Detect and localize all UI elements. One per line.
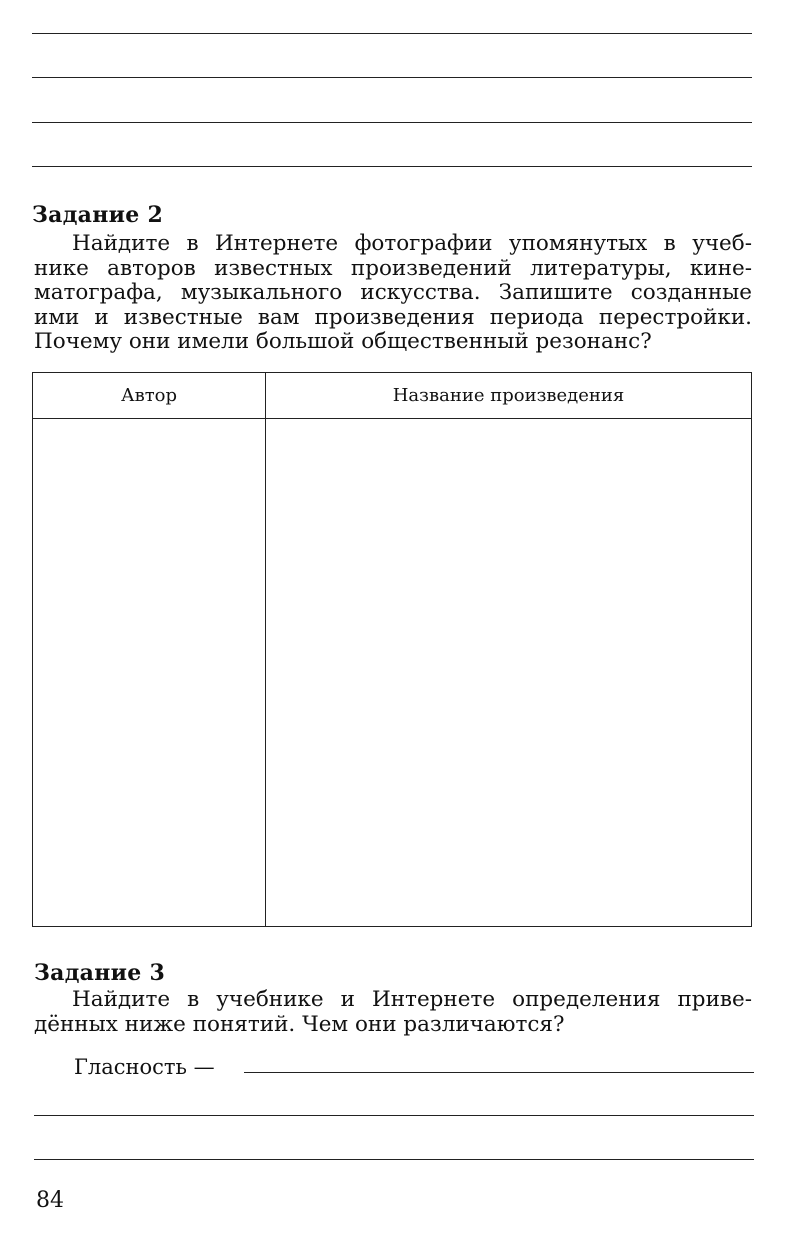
task3-line: Найдите в учебнике и Интернете определения приве- [72, 987, 752, 1012]
answer-line [32, 166, 752, 167]
table-cell-title[interactable] [266, 419, 751, 926]
term-glasnost-label: Гласность — [74, 1055, 215, 1079]
task2-text [34, 232, 752, 355]
answer-line[interactable] [244, 1072, 754, 1073]
column-header-title: Название произведения [392, 385, 625, 406]
answer-table [32, 372, 752, 927]
task2-line: Найдите в Интернете фотографии упомянутых в учеб- [72, 231, 752, 256]
task3-line: дённых ниже понятий. Чем они различаются? [34, 1011, 565, 1037]
task2-heading: Задание 2 [32, 202, 164, 228]
task2-line: матографа, музыкального искусства. Запишите созданные [34, 280, 752, 305]
answer-line[interactable] [34, 1159, 754, 1160]
page-number: 84 [36, 1188, 64, 1213]
task3-text [34, 988, 752, 1037]
answer-line [32, 77, 752, 78]
task2-line: Почему они имели большой общественный резонанс? [34, 329, 652, 354]
table-cell-author[interactable] [33, 419, 265, 926]
task3-heading: Задание 3 [34, 960, 166, 986]
answer-line[interactable] [34, 1115, 754, 1116]
column-header-author: Автор [120, 385, 178, 406]
task2-line: ими и известные вам произведения периода перестройки. [34, 304, 752, 330]
answer-line [32, 122, 752, 123]
task2-line: нике авторов известных произведений литературы, кине- [34, 255, 752, 281]
answer-line [32, 33, 752, 34]
